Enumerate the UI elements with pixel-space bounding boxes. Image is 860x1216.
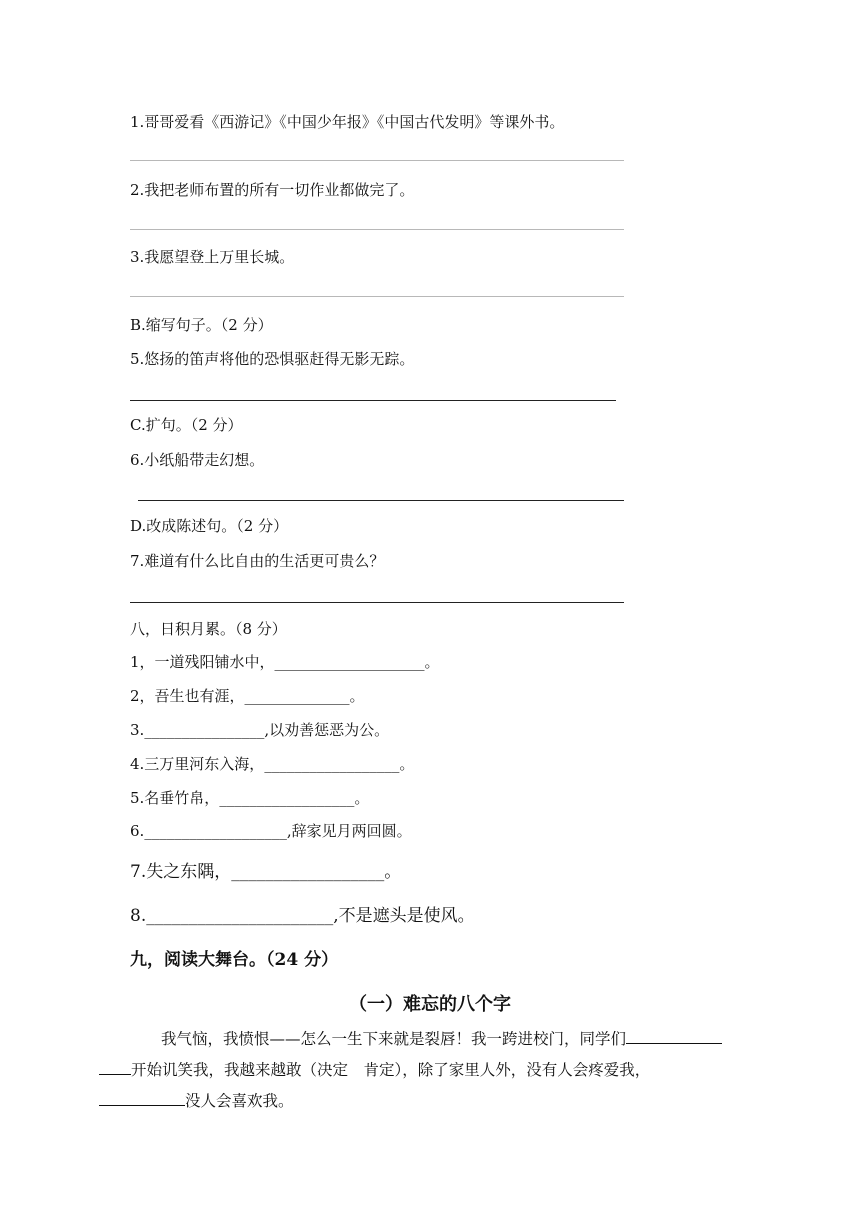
fill-blank-7[interactable]: __________________: [231, 862, 385, 882]
recite-item-5: 5.名垂竹帛，__________________。: [130, 789, 370, 807]
passage-title: （一）难忘的八个字: [349, 994, 511, 1015]
recite-item-6: 6.___________________,辞家见月两回圆。: [130, 822, 412, 840]
recite-item-3: 3.________________,以劝善惩恶为公。: [130, 721, 390, 739]
passage-paragraph: 我气恼，我愤恨——怎么一生下来就是裂唇！我一跨进校门，同学们 开始讥笑我，我越来越敢（决定 肯定），除了家里人外，没有人会疼爱我， 没人会喜欢我。: [130, 1024, 730, 1117]
subsection-d-heading: D.改成陈述句。（2 分）: [130, 517, 289, 535]
fill-blank-2[interactable]: ______________: [244, 687, 350, 705]
passage-blank-1[interactable]: [626, 1029, 722, 1044]
section-9-heading: 九，阅读大舞台。（24 分）: [130, 950, 339, 970]
answer-line-2[interactable]: [130, 229, 624, 230]
fill-blank-6[interactable]: ___________________: [144, 822, 287, 840]
recite-item-2: 2，吾生也有涯，______________。: [130, 687, 365, 705]
passage-blank-1-cont[interactable]: [99, 1060, 131, 1075]
question-5: 5.悠扬的笛声将他的恐惧驱赶得无影无踪。: [130, 350, 415, 368]
answer-line-7[interactable]: [130, 602, 624, 603]
subsection-b-heading: B.缩写句子。（2 分）: [130, 316, 273, 334]
question-7: 7.难道有什么比自由的生活更可贵么？: [130, 552, 385, 570]
answer-line-5[interactable]: [130, 400, 616, 401]
subsection-c-heading: C.扩句。（2 分）: [130, 416, 243, 434]
question-3: 3.我愿望登上万里长城。: [130, 248, 295, 266]
fill-blank-8[interactable]: ______________________: [146, 906, 334, 926]
recite-item-1: 1，一道残阳铺水中，____________________。: [130, 653, 440, 671]
answer-line-6[interactable]: [138, 500, 624, 501]
passage-blank-2[interactable]: [99, 1091, 185, 1106]
question-6: 6.小纸船带走幻想。: [130, 451, 265, 469]
fill-blank-5[interactable]: __________________: [219, 789, 355, 807]
fill-blank-1[interactable]: ____________________: [274, 653, 425, 671]
fill-blank-3[interactable]: ________________: [144, 721, 265, 739]
answer-line-1[interactable]: [130, 160, 624, 161]
recite-item-8: 8.______________________,不是遮头是使风。: [130, 906, 475, 926]
recite-item-4: 4.三万里河东入海，__________________。: [130, 755, 415, 773]
question-1: 1.哥哥爱看《西游记》《中国少年报》《中国古代发明》等课外书。: [130, 113, 565, 131]
section-8-heading: 八，日积月累。（8 分）: [130, 620, 287, 638]
question-2: 2.我把老师布置的所有一切作业都做完了。: [130, 181, 415, 199]
fill-blank-4[interactable]: __________________: [264, 755, 400, 773]
recite-item-7: 7.失之东隅，__________________。: [130, 862, 402, 882]
answer-line-3[interactable]: [130, 296, 624, 297]
